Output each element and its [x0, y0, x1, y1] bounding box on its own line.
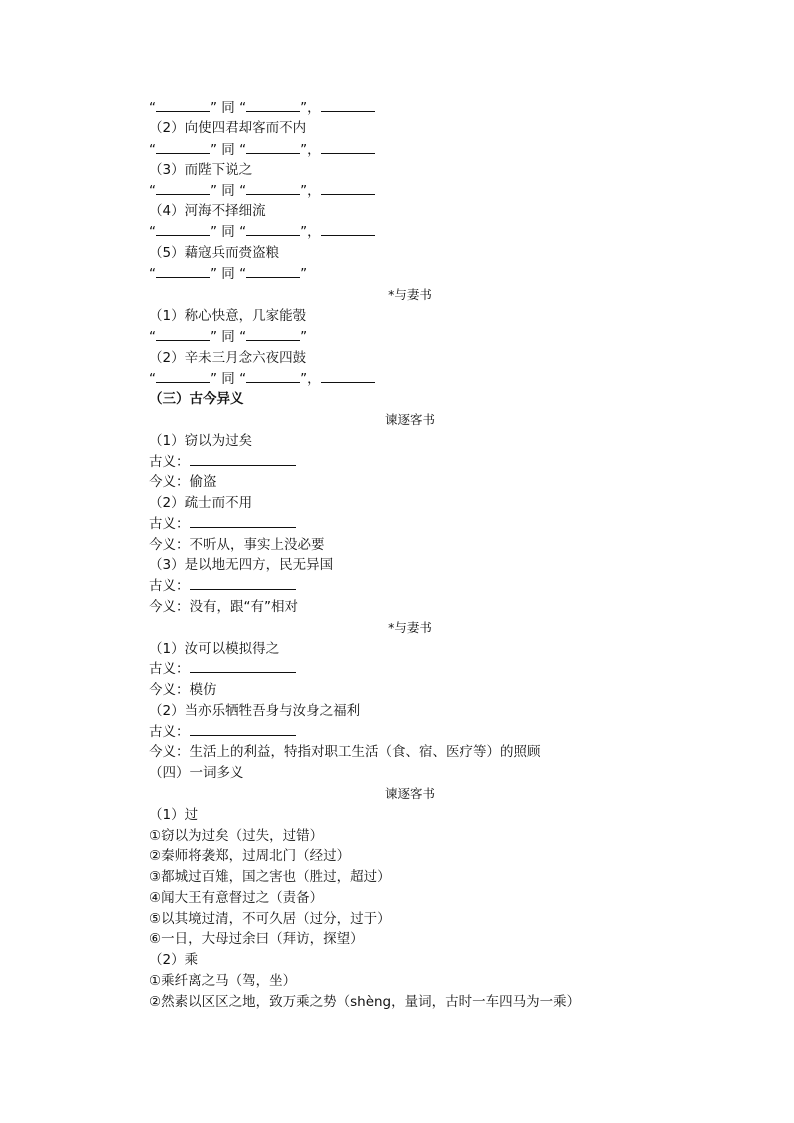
blank-field[interactable] — [321, 181, 375, 195]
blank-field[interactable] — [246, 181, 300, 195]
item-line: （3）是以地无四方，民无异国 — [149, 557, 334, 573]
jin-yi-line: 今义：偷盗 — [149, 474, 217, 490]
word-heading: （1）过 — [149, 807, 199, 823]
jin-yi-line: 今义：模仿 — [149, 682, 217, 698]
blank-field[interactable] — [321, 222, 375, 236]
blank-field[interactable] — [246, 264, 300, 278]
item-line: （2）当亦乐牺牲吾身与汝身之福利 — [149, 703, 361, 719]
jin-yi-line: 今义：不听从，事实上没必要 — [149, 537, 325, 553]
subheading-jian-zhu-ke-shu: 谏逐客书 — [384, 786, 435, 801]
blank-field[interactable] — [156, 327, 210, 341]
sense-line: ⑤以其境过清，不可久居（过分，过于） — [149, 911, 391, 927]
jin-yi-line: 今义：生活上的利益，特指对职工生活（食、宿、医疗等）的照顾 — [149, 744, 541, 760]
sense-line: ④闻大王有意督过之（责备） — [149, 890, 324, 906]
gu-yi-line: 古义： — [149, 576, 296, 596]
item-line: （2）疏士而不用 — [149, 495, 253, 511]
blank-field[interactable] — [321, 140, 375, 154]
item-line: （2）向使四君却客而不内 — [149, 120, 307, 136]
gu-yi-line: 古义： — [149, 452, 296, 472]
blank-field[interactable] — [246, 98, 300, 112]
blank-field[interactable] — [190, 722, 296, 736]
sense-line: ③都城过百雉，国之害也（胜过，超过） — [149, 869, 391, 885]
sense-line: ⑥一日，大母过余曰（拜访，探望） — [149, 931, 364, 947]
item-line: （1）称心快意，几家能彀 — [149, 308, 307, 324]
blank-field[interactable] — [156, 140, 210, 154]
fill-row-2: “ ” 同 “ ”， — [149, 140, 375, 160]
subheading-yu-qi-shu: *与妻书 — [388, 620, 432, 635]
item-line: （1）汝可以模拟得之 — [149, 641, 280, 657]
blank-field[interactable] — [246, 369, 300, 383]
blank-field[interactable] — [156, 181, 210, 195]
fill-row-4: “ ” 同 “ ”， — [149, 222, 375, 242]
sense-line: ①乘纤离之马（驾，坐） — [149, 973, 297, 989]
sense-line: ②秦师将袭郑，过周北门（经过） — [149, 848, 351, 864]
jin-yi-line: 今义：没有，跟“有”相对 — [149, 599, 298, 615]
blank-field[interactable] — [156, 98, 210, 112]
blank-field[interactable] — [190, 514, 296, 528]
gu-yi-line: 古义： — [149, 722, 296, 742]
item-line: （5）藉寇兵而赍盗粮 — [149, 245, 280, 261]
sense-line: ②然素以区区之地，致万乘之势（shèng，量词，古时一车四马为一乘） — [149, 994, 581, 1010]
blank-field[interactable] — [190, 576, 296, 590]
fill-row-6: “ ” 同 “ ” — [149, 329, 308, 345]
blank-field[interactable] — [246, 222, 300, 236]
item-line: （3）而陛下说之 — [149, 162, 253, 178]
subheading-jian-zhu-ke-shu: 谏逐客书 — [384, 412, 435, 427]
item-line: （4）河海不择细流 — [149, 203, 266, 219]
gu-yi-line: 古义： — [149, 659, 296, 679]
blank-field[interactable] — [321, 98, 375, 112]
blank-field[interactable] — [156, 222, 210, 236]
item-line: （1）窃以为过矣 — [149, 433, 253, 449]
item-line: （2）辛未三月念六夜四鼓 — [149, 350, 307, 366]
blank-field[interactable] — [246, 327, 300, 341]
word-heading: （2）乘 — [149, 952, 199, 968]
fill-row-5: “ ” 同 “ ” — [149, 266, 308, 282]
gu-yi-line: 古义： — [149, 514, 296, 534]
blank-field[interactable] — [156, 264, 210, 278]
fill-row-3: “ ” 同 “ ”， — [149, 181, 375, 201]
sense-line: ①窃以为过矣（过失，过错） — [149, 828, 324, 844]
blank-field[interactable] — [321, 369, 375, 383]
blank-field[interactable] — [190, 659, 296, 673]
section-heading: （三）古今异义 — [149, 391, 244, 407]
blank-field[interactable] — [190, 452, 296, 466]
fill-row-7: “ ” 同 “ ”， — [149, 369, 375, 389]
blank-field[interactable] — [246, 140, 300, 154]
blank-field[interactable] — [156, 369, 210, 383]
subheading-yu-qi-shu: *与妻书 — [388, 287, 432, 302]
fill-row-1: “ ” 同 “ ”， — [149, 98, 375, 118]
section-heading: （四）一词多义 — [149, 765, 244, 781]
